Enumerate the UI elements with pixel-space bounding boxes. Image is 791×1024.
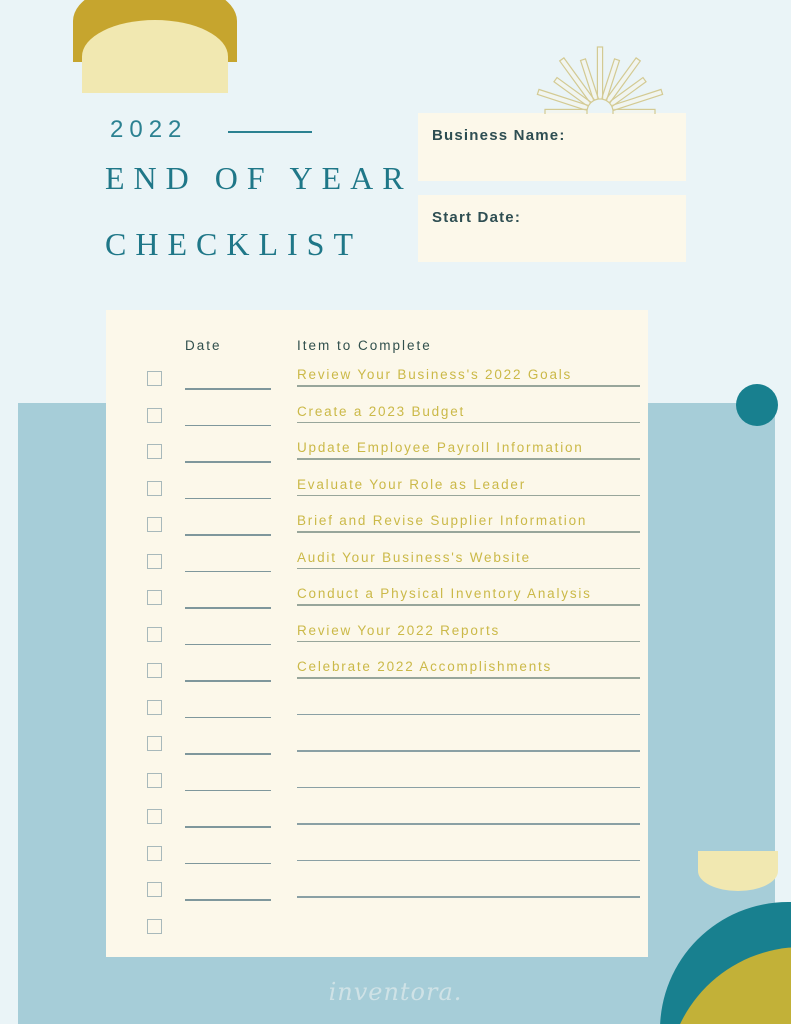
sunburst-icon [528, 42, 672, 114]
business-name-label: Business Name: [432, 127, 566, 144]
decor-semicircle-cream-bottom [698, 851, 778, 891]
checklist-item-label: Brief and Revise Supplier Information [297, 513, 588, 528]
row-checkbox[interactable] [147, 444, 162, 459]
row-checkbox[interactable] [147, 408, 162, 423]
row-date-line [185, 534, 271, 536]
decor-semicircle-cream [82, 20, 228, 93]
row-item-line [297, 385, 640, 387]
checklist-item-label: Create a 2023 Budget [297, 403, 466, 419]
row-date-line [185, 717, 271, 719]
row-item-line [297, 531, 640, 533]
row-checkbox[interactable] [147, 371, 162, 386]
page-title-line1: END OF YEAR [105, 160, 413, 196]
row-date-line [185, 571, 271, 573]
row-item-line [297, 896, 640, 898]
column-header-item: Item to Complete [297, 338, 432, 353]
checklist-item-label: Audit Your Business's Website [297, 549, 531, 565]
row-date-line [185, 863, 271, 865]
row-item-line [297, 604, 640, 606]
row-date-line [185, 498, 271, 500]
business-name-field[interactable] [418, 113, 686, 181]
row-item-line [297, 641, 640, 643]
row-item-line [297, 860, 640, 862]
start-date-field[interactable] [418, 195, 686, 262]
row-date-line [185, 899, 271, 901]
row-date-line [185, 461, 271, 463]
decor-teal-dot [736, 384, 778, 426]
row-checkbox[interactable] [147, 627, 162, 642]
row-item-line [297, 422, 640, 424]
year-divider-line [228, 131, 312, 133]
row-item-line [297, 568, 640, 570]
row-date-line [185, 388, 271, 390]
brand-logo: inventora. [328, 978, 463, 1006]
year-label: 2022 [110, 116, 188, 143]
row-item-line [297, 714, 640, 716]
start-date-label: Start Date: [432, 209, 522, 226]
row-checkbox[interactable] [147, 700, 162, 715]
row-item-line [297, 677, 640, 679]
row-checkbox[interactable] [147, 663, 162, 678]
checklist-item-label: Conduct a Physical Inventory Analysis [297, 586, 592, 601]
row-date-line [185, 425, 271, 427]
row-checkbox[interactable] [147, 481, 162, 496]
checklist-item-label: Review Your Business's 2022 Goals [297, 367, 573, 382]
checklist-item-label: Evaluate Your Role as Leader [297, 476, 527, 492]
checklist-item-label: Review Your 2022 Reports [297, 622, 501, 638]
row-checkbox[interactable] [147, 882, 162, 897]
row-item-line [297, 458, 640, 460]
row-checkbox[interactable] [147, 809, 162, 824]
row-checkbox[interactable] [147, 736, 162, 751]
row-item-line [297, 823, 640, 825]
row-checkbox[interactable] [147, 773, 162, 788]
row-checkbox[interactable] [147, 554, 162, 569]
page-title-line2: CHECKLIST [105, 226, 362, 262]
row-item-line [297, 750, 640, 752]
column-header-date: Date [185, 338, 222, 353]
row-checkbox[interactable] [147, 590, 162, 605]
row-date-line [185, 790, 271, 792]
checklist-item-label: Celebrate 2022 Accomplishments [297, 659, 553, 674]
row-date-line [185, 607, 271, 609]
checklist-item-label: Update Employee Payroll Information [297, 440, 584, 455]
row-date-line [185, 753, 271, 755]
row-checkbox[interactable] [147, 846, 162, 861]
row-checkbox[interactable] [147, 517, 162, 532]
row-date-line [185, 826, 271, 828]
row-date-line [185, 680, 271, 682]
row-item-line [297, 787, 640, 789]
row-date-line [185, 644, 271, 646]
row-checkbox[interactable] [147, 919, 162, 934]
row-item-line [297, 495, 640, 497]
